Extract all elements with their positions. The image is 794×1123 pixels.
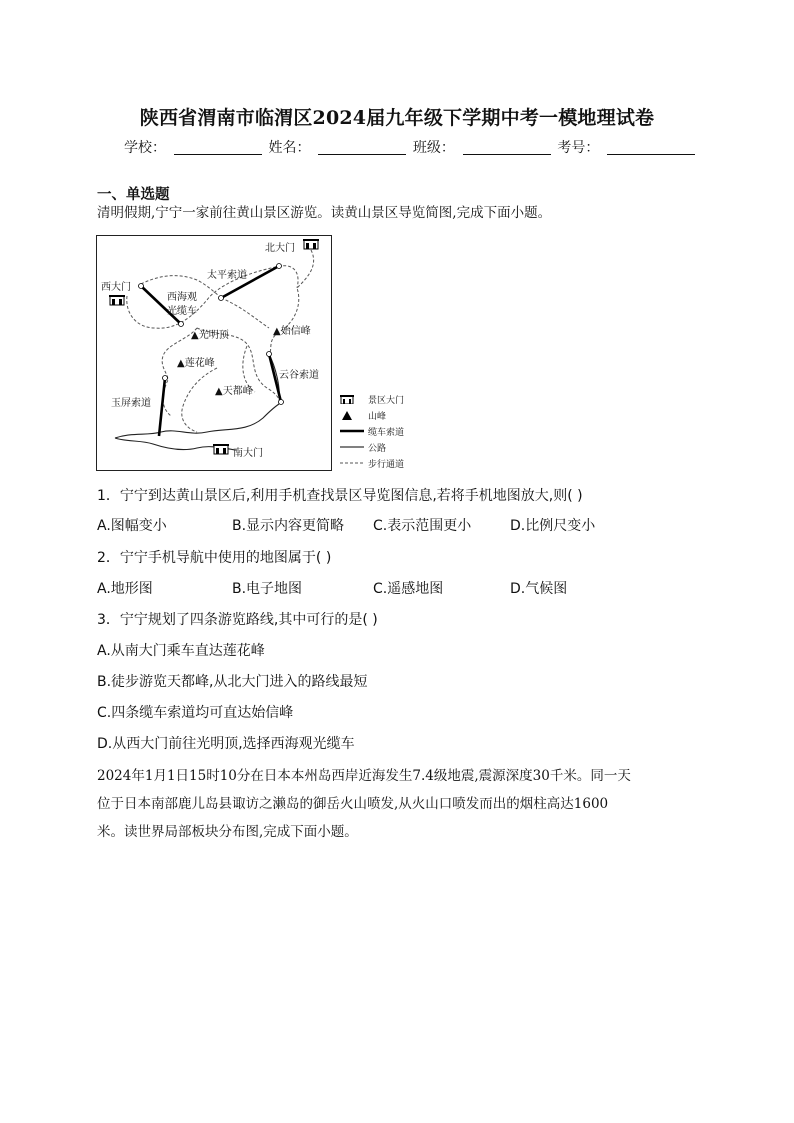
trail-1: [269, 250, 314, 354]
name-label: 姓名：: [268, 140, 311, 156]
q2-option-b[interactable]: B.电子地图: [232, 581, 303, 597]
station-circle: [179, 322, 184, 327]
taiping-cable-label: 太平索道: [207, 270, 247, 281]
xihai-cable-label-2: 光缆车: [167, 306, 197, 317]
gate-icon: [213, 445, 229, 454]
class-blank: [463, 140, 551, 155]
legend-trail-text: 步行通道: [368, 460, 405, 470]
legend-peak-text: 山峰: [368, 412, 387, 422]
section-intro: 清明假期,宁宁一家前往黄山景区游览。读黄山景区导览简图,完成下面小题。: [97, 205, 552, 221]
legend-gate: [340, 393, 404, 407]
q1-option-a[interactable]: A.图幅变小: [97, 518, 167, 534]
trail-line-icon: [340, 459, 364, 470]
station-circle: [163, 376, 168, 381]
question-3-stem: 3．宁宁规划了四条游览路线,其中可行的是( ): [97, 612, 378, 628]
yuping-cable-label: 玉屏索道: [111, 398, 151, 409]
question-1-stem: 1．宁宁到达黄山景区后,利用手机查找景区导览图信息,若将手机地图放大,则( ): [97, 488, 583, 504]
name-blank: [318, 140, 406, 155]
legend-road: [340, 441, 386, 454]
q3-option-b[interactable]: B.徒步游览天都峰,从北大门进入的路线最短: [97, 674, 368, 690]
q2-option-a[interactable]: A.地形图: [97, 581, 153, 597]
passage-2-line-3: 米。读世界局部板块分布图,完成下面小题。: [97, 824, 358, 840]
page-title: 陕西省渭南市临渭区2024届九年级下学期中考一模地理试卷: [139, 107, 655, 129]
station-circle: [219, 296, 224, 301]
exam-number-label: 考号：: [557, 140, 600, 156]
passage-2-line-1: 2024年1月1日15时10分在日本本州岛西岸近海发生7.4级地震,震源深度30千米。同一天: [97, 768, 631, 784]
q2-option-c[interactable]: C.遥感地图: [373, 581, 444, 597]
passage-2: [97, 762, 707, 846]
station-circle: [267, 352, 272, 357]
shixin-peak-label: ▲始信峰: [273, 326, 311, 337]
road-south: [115, 404, 279, 438]
guangming-peak-label: ▲光明顶: [191, 330, 229, 341]
legend-cable: [340, 425, 404, 438]
school-label: 学校：: [124, 140, 166, 156]
gate-icon: [303, 240, 319, 249]
west-gate-label: 西大门: [101, 282, 131, 293]
yungu-cable-label: 云谷索道: [279, 370, 319, 381]
mountain-icon: [340, 410, 364, 423]
station-circle: [279, 400, 284, 405]
question-2-stem: 2．宁宁手机导航中使用的地图属于( ): [97, 550, 332, 566]
legend-cable-text: 缆车索道: [368, 428, 405, 438]
q2-option-d[interactable]: D.气候图: [510, 581, 568, 597]
station-circle: [139, 284, 144, 289]
passage-2-line-2: 位于日本南部鹿儿岛县诹访之濑岛的御岳火山喷发,从火山口喷发而出的烟柱高达1600: [97, 796, 609, 812]
tiandu-peak-label: ▲天都峰: [215, 386, 253, 397]
north-gate-label: 北大门: [265, 243, 295, 254]
class-label: 班级：: [412, 140, 455, 156]
student-info-fields: [124, 137, 697, 157]
q3-option-c[interactable]: C.四条缆车索道均可直达始信峰: [97, 705, 294, 721]
gate-icon: [340, 394, 364, 407]
trail-6: [221, 298, 269, 328]
huangshan-map: [96, 235, 332, 471]
q1-option-c[interactable]: C.表示范围更小: [373, 518, 472, 534]
q3-option-d[interactable]: D.从西大门前往光明顶,选择西海观光缆车: [97, 736, 355, 752]
xihai-cable-label: 西海观: [167, 292, 197, 303]
legend-trail: [340, 457, 404, 470]
q1-option-b[interactable]: B.显示内容更简略: [232, 518, 345, 534]
legend-road-text: 公路: [368, 444, 387, 454]
q3-option-a[interactable]: A.从南大门乘车直达莲花峰: [97, 643, 265, 659]
legend-gate-text: 景区大门: [368, 396, 405, 406]
lianhua-peak-label: ▲莲花峰: [177, 358, 215, 369]
school-blank: [174, 140, 262, 155]
exam-number-blank: [607, 140, 695, 155]
section-heading: 一、单选题: [97, 187, 170, 203]
road-line-icon: [340, 443, 364, 454]
station-circle: [277, 264, 282, 269]
q1-option-d[interactable]: D.比例尺变小: [510, 518, 596, 534]
gate-icon: [109, 296, 125, 305]
trail-7: [182, 368, 217, 432]
trail-4: [162, 328, 197, 416]
legend-peak: [340, 409, 386, 423]
cable-line-icon: [340, 427, 364, 438]
south-gate-label: 南大门: [233, 448, 263, 459]
